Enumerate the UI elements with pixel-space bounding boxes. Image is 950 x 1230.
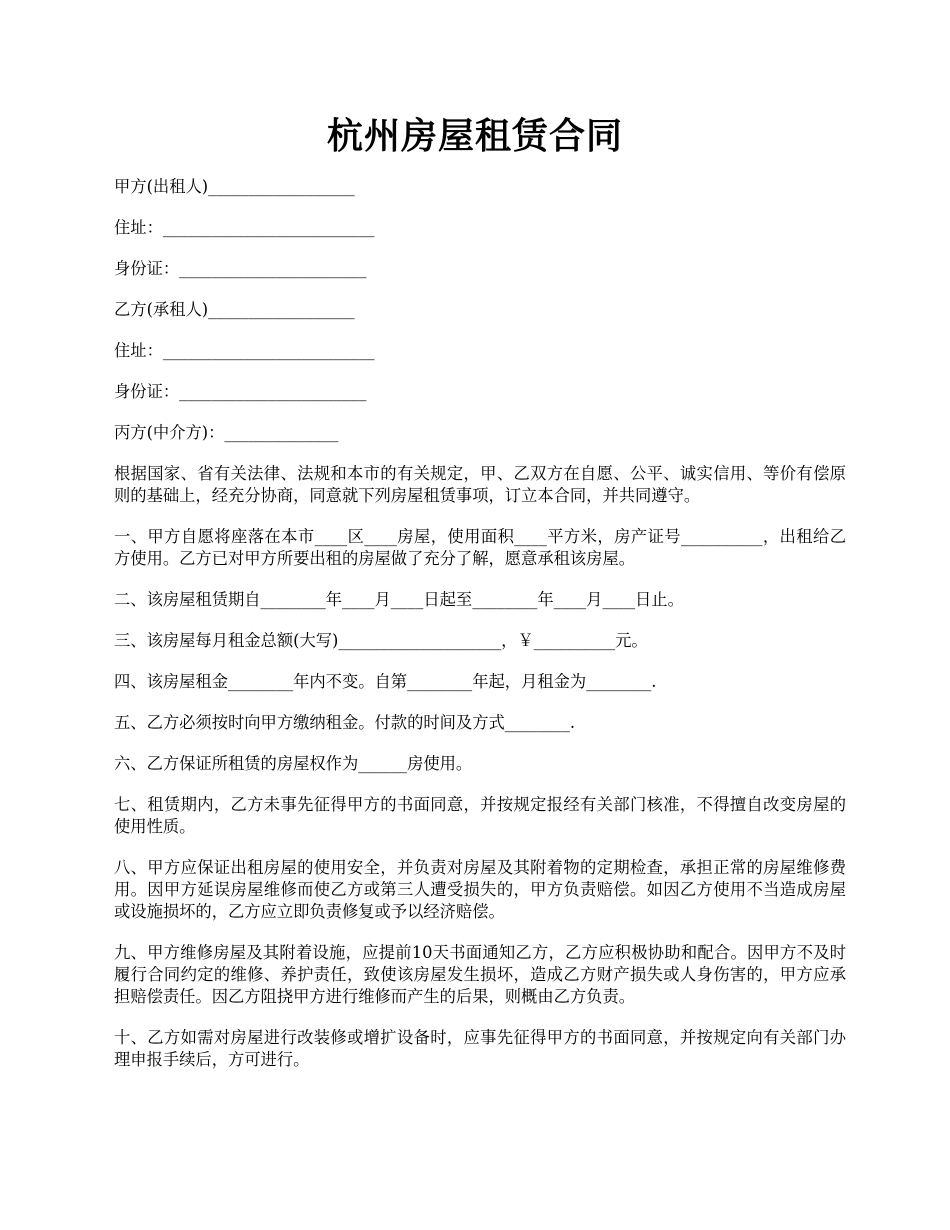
clause-9: 九、甲方维修房屋及其附着设施，应提前10天书面通知乙方，乙方应积极协助和配合。因甲方不及时履行合同约定的维修、养护责任，致使该房屋发生损坏，造成乙方财产损失或人身伤害的，甲方应承担赔偿责任。因乙方阻挠甲方进行维修而产生的后果，则概由乙方负责。 [114, 943, 846, 1006]
clause-3: 三、该房屋每月租金总额(大写)____________________，￥__________元。 [114, 631, 648, 650]
clause-5: 五、乙方必须按时向甲方缴纳租金。付款的时间及方式________. [114, 713, 576, 732]
document-body [114, 176, 846, 1090]
clause-1: 一、甲方自愿将座落在本市____区____房屋，使用面积____平方米，房产证号__________，出租给乙方使用。乙方已对甲方所要出租的房屋做了充分了解，愿意承租该房屋。 [114, 527, 846, 568]
party-b-id-line: 身份证：_______________________ [114, 382, 367, 401]
clause-2: 二、该房屋租赁期自________年____月____日起至________年____月____日止。 [114, 590, 684, 609]
party-b-line: 乙方(承租人)__________________ [114, 300, 355, 319]
clause-7: 七、租赁期内，乙方未事先征得甲方的书面同意，并按规定报经有关部门核准，不得擅自改变房屋的使用性质。 [114, 795, 846, 836]
party-a-id-line: 身份证：_______________________ [114, 259, 367, 278]
clause-4: 四、该房屋租金________年内不变。自第________年起，月租金为________. [114, 672, 657, 691]
clause-8: 八、甲方应保证出租房屋的使用安全，并负责对房屋及其附着物的定期检查，承担正常的房屋维修费用。因甲方延误房屋维修而使乙方或第三人遭受损失的，甲方负责赔偿。如因乙方使用不当造成房屋或设施损坏的，乙方应立即负责修复或予以经济赔偿。 [114, 858, 846, 921]
document-title: 杭州房屋租赁合同 [326, 115, 623, 157]
clause-6: 六、乙方保证所租赁的房屋权作为______房使用。 [114, 754, 473, 773]
party-c-line: 丙方(中介方)：______________ [114, 423, 339, 442]
party-b-address-line: 住址：__________________________ [114, 341, 375, 360]
clause-10: 十、乙方如需对房屋进行改装修或增扩设备时，应事先征得甲方的书面同意，并按规定向有关部门办理申报手续后，方可进行。 [114, 1028, 846, 1069]
party-a-address-line: 住址：__________________________ [114, 218, 375, 237]
party-a-line: 甲方(出租人)__________________ [114, 177, 355, 196]
preamble-paragraph: 根据国家、省有关法律、法规和本市的有关规定，甲、乙双方在自愿、公平、诚实信用、等价有偿原则的基础上，经充分协商，同意就下列房屋租赁事项，订立本合同，并共同遵守。 [114, 464, 846, 505]
